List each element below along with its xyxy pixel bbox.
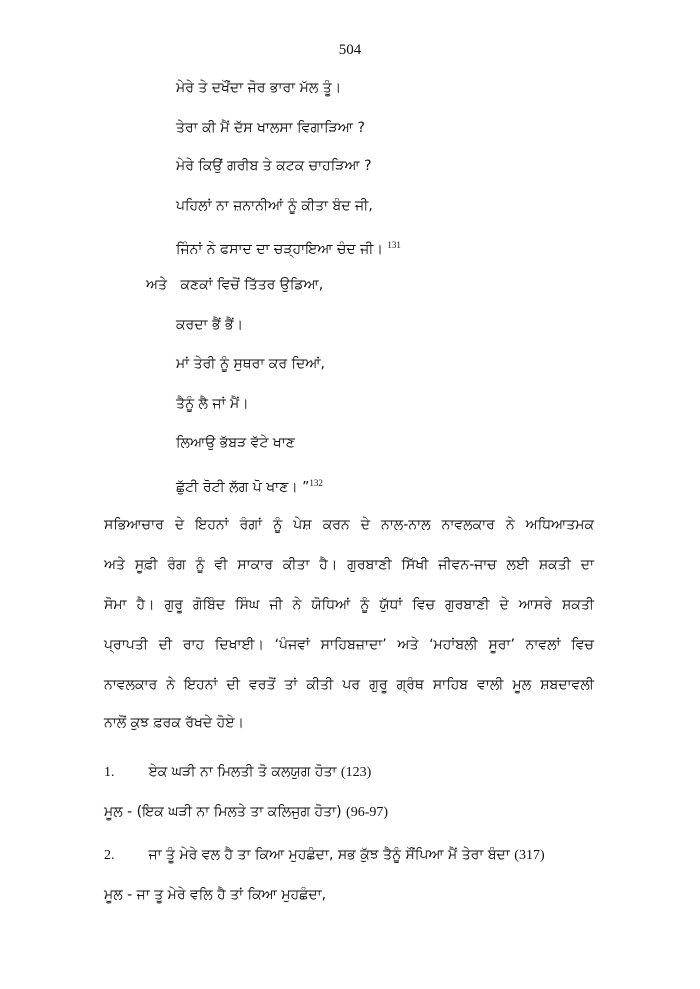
page-reference: (96-97) — [346, 805, 389, 820]
verse-line — [176, 394, 249, 414]
list-index: 1. — [104, 765, 115, 780]
verse-text: ਤੇਰਾ ਕੀ ਮੈਂ ਦੱਸ ਖਾਲਸਾ ਵਿਗਾੜਿਆ ? — [176, 120, 365, 136]
original-label: ਮੂਲ - — [104, 804, 133, 820]
original-quote: ਜਾ ਤੂ ਮੇਰੇ ਵਲਿ ਹੈ ਤਾਂ ਕਿਆ ਮੁਹਛੰਦਾ, — [136, 887, 327, 903]
comparison-original-line — [104, 885, 594, 905]
comparison-original-line — [104, 802, 594, 823]
verse-line — [176, 196, 373, 216]
verse-text: ਲਿਆਉ ਭੱਬੜ ਵੱਟੇ ਖਾਣ — [176, 435, 295, 451]
verse-text: ਮੇਰੇ ਤੇ ਦਖੌਂਦਾ ਜੋਰ ਭਾਰਾ ਮੱਲ ਤੂੰ। — [176, 80, 342, 96]
verse-line — [176, 235, 401, 260]
paragraph-line: ਨਾਲੋਂ ਕੁਝ ਫ਼ਰਕ ਰੱਖਦੇ ਹੋਏ। — [104, 715, 244, 731]
comparison-novel-line — [104, 845, 594, 866]
verse-line — [146, 275, 323, 295]
footnote-marker: 132 — [309, 478, 323, 488]
verse-text: ਕਣਕਾਂ ਵਿਚੋਂ ਤਿੱਤਰ ਉਡਿਆ, — [180, 277, 324, 293]
verse-line — [176, 118, 365, 138]
page-number: 504 — [338, 42, 362, 58]
paragraph-line: ਨਾਵਲਕਾਰ ਨੇ ਇਹਨਾਂ ਦੀ ਵਰਤੋਂ ਤਾਂ ਕੀਤੀ ਪਰ ਗੁਰੂ ਗ੍ਰੰਥ ਸਾਹਿਬ ਵਾਲੀ ਮੂਲ ਸ਼ਬਦਾਵਲੀ — [104, 677, 594, 693]
verse-text: ਛੁੱਟੀ ਰੋਟੀ ਲੱਗ ਪੋ ਖਾਣ। ” — [176, 479, 310, 496]
verse-text: ਮਾਂ ਤੇਰੀ ਨੂੰ ਸੁਥਰਾ ਕਰ ਦਿਆਂ, — [176, 356, 325, 372]
paragraph-line: ਸੋਮਾ ਹੈ। ਗੁਰੂ ਗੋਬਿੰਦ ਸਿੰਘ ਜੀ ਨੇ ਯੋਧਿਆਂ ਨੂੰ ਯੁੱਧਾਂ ਵਿਚ ਗੁਰਬਾਣੀ ਦੇ ਆਸਰੇ ਸ਼ਕਤੀ — [104, 597, 594, 613]
verse-line — [176, 433, 295, 453]
original-quote: (ਇਕ ਘੜੀ ਨਾ ਮਿਲਤੇ ਤਾ ਕਲਿਜੁਗ ਹੋਤਾ) — [136, 804, 342, 820]
comparison-novel-line — [104, 762, 594, 783]
paragraph-line: ਸਭਿਆਚਾਰ ਦੇ ਇਹਨਾਂ ਰੰਗਾਂ ਨੂੰ ਪੇਸ਼ ਕਰਨ ਦੇ ਨਾਲ-ਨਾਲ ਨਾਵਲਕਾਰ ਨੇ ਅਧਿਆਤਮਕ — [104, 517, 594, 533]
novel-quote: ਏਕ ਘੜੀ ਨਾ ਮਿਲਤੀ ਤੋ ਕਲਯੁਗ ਹੋਤਾ — [148, 764, 337, 780]
verse-lead-label: ਅਤੇ — [146, 277, 167, 293]
paragraph-line: ਅਤੇ ਸੂਫ਼ੀ ਰੰਗ ਨੂੰ ਵੀ ਸਾਕਾਰ ਕੀਤਾ ਹੈ। ਗੁਰਬਾਣੀ ਸਿੱਖੀ ਜੀਵਨ-ਜਾਚ ਲਈ ਸ਼ਕਤੀ ਦਾ — [104, 557, 594, 573]
list-index: 2. — [104, 848, 115, 863]
verse-text: ਮੇਰੇ ਕਿਉਂ ਗਰੀਬ ਤੇ ਕਟਕ ਚਾਹੜਿਆ ? — [176, 158, 372, 174]
verse-line — [176, 156, 372, 176]
verse-text: ਪਹਿਲਾਂ ਨਾ ਜ਼ਨਾਨੀਆਂ ਨੂੰ ਕੀਤਾ ਬੰਦ ਜੀ, — [176, 198, 373, 214]
footnote-marker: 131 — [387, 240, 401, 250]
verse-line — [176, 78, 341, 98]
verse-line — [176, 354, 325, 374]
verse-line — [176, 473, 323, 498]
novel-quote: ਜਾ ਤੂੰ ਮੇਰੇ ਵਲ ਹੈ ਤਾ ਕਿਆ ਮੁਹਛੰਦਾ, ਸਭ ਕੁੱਝ ਤੈਨੂੰ ਸੌਂਪਿਆ ਮੈਂ ਤੇਰਾ ਬੰਦਾ — [148, 847, 510, 863]
verse-line — [176, 315, 243, 335]
verse-text: ਜਿੰਨਾਂ ਨੇ ਫਸਾਦ ਦਾ ਚੜ੍ਹਾਇਆ ਚੰਦ ਜੀ। — [176, 241, 383, 258]
verse-text: ਕਰਦਾ ਭੈਂ ਭੈਂ। — [176, 317, 244, 333]
page-reference: (123) — [340, 765, 372, 780]
page-reference: (317) — [514, 848, 545, 863]
original-label: ਮੂਲ - — [104, 887, 133, 903]
verse-text: ਤੈਨੂੰ ਲੈ ਜਾਂ ਮੈਂ। — [176, 396, 249, 412]
paragraph-line: ਪ੍ਰਾਪਤੀ ਦੀ ਰਾਹ ਦਿਖਾਈ। ‘ਪੰਜਵਾਂ ਸਾਹਿਬਜ਼ਾਦਾ’ ਅਤੇ ‘ਮਹਾਂਬਲੀ ਸੂਰਾ’ ਨਾਵਲਾਂ ਵਿਚ — [104, 637, 594, 653]
